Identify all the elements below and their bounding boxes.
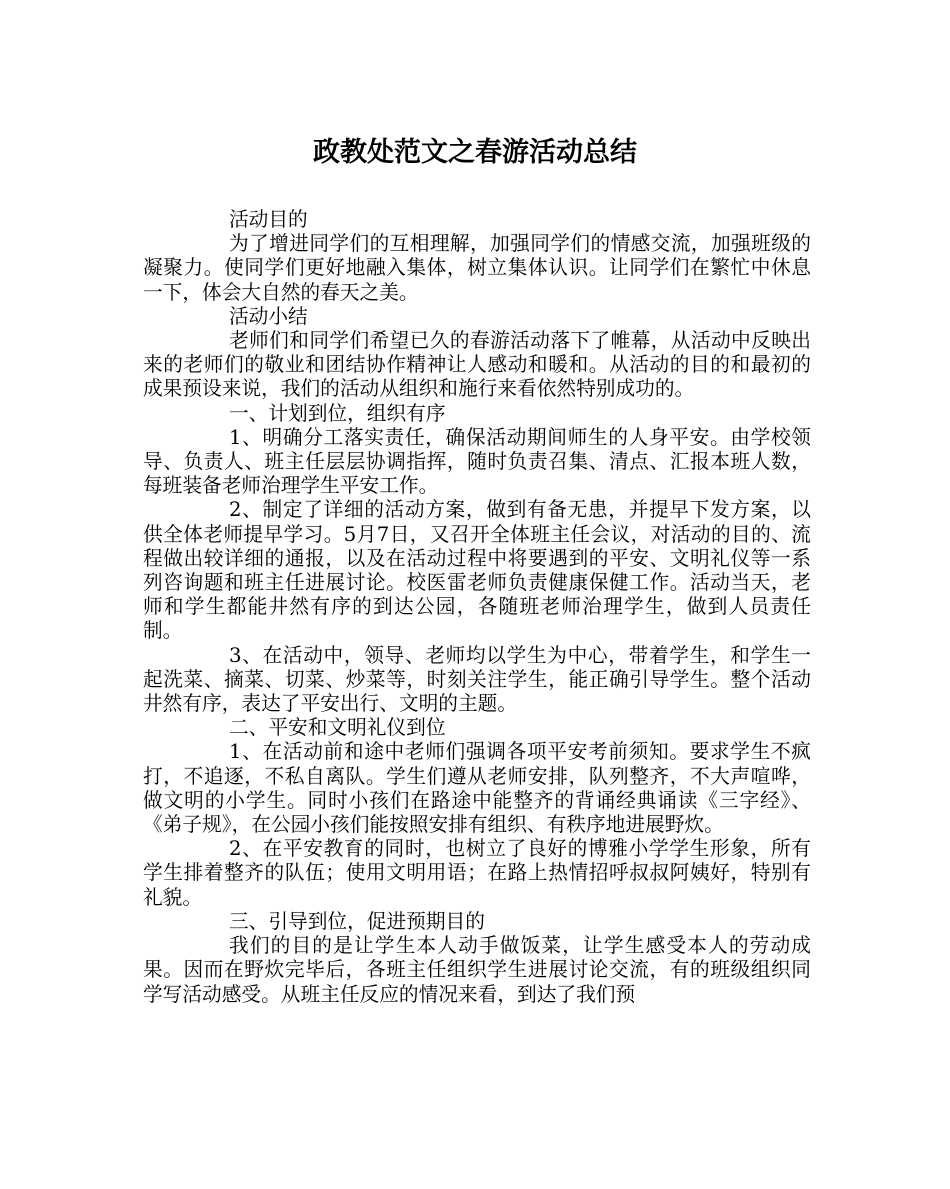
- document-body: [143, 208, 811, 1007]
- section-heading-2: 二、平安和文明礼仪到位: [229, 716, 446, 740]
- heading-activity-summary: 活动小结: [229, 304, 308, 328]
- paragraph-2-2: 2、在平安教育的同时，也树立了良好的博雅小学学生形象，所有学生排着整齐的队伍；使用文明用语；在路上热情招呼叔叔阿姨好，特别有礼貌。: [143, 837, 811, 909]
- paragraph-1-2: 2、制定了详细的活动方案，做到有备无患，并提早下发方案，以供全体老师提早学习。5月7日，又召开全体班主任会议，对活动的目的、流程做出较详细的通报，以及在活动过程中将要遇到的平安、文明礼仪等一系列咨询题和班主任进展讨论。校医雷老师负责健康保健工作。活动当天，老师和学生都能井然有序的到达公园，各随班老师治理学生，做到人员责任制。: [143, 498, 811, 643]
- paragraph-2-1: 1、在活动前和途中老师们强调各项平安考前须知。要求学生不疯打，不追逐，不私自离队。学生们遵从老师安排，队列整齐，不大声喧哗，做文明的小学生。同时小孩们在路途中能整齐的背诵经典诵读《三字经》、《弟子规》，在公园小孩们能按照安排有组织、有秩序地进展野炊。: [143, 740, 811, 837]
- paragraph-purpose: 为了增进同学们的互相理解，加强同学们的情感交流，加强班级的凝聚力。使同学们更好地融入集体，树立集体认识。让同学们在繁忙中休息一下，体会大自然的春天之美。: [143, 232, 811, 304]
- section-heading-3: 三、引导到位，促进预期目的: [229, 909, 485, 933]
- section-heading-1: 一、计划到位，组织有序: [229, 401, 446, 425]
- paragraph-1-3: 3、在活动中，领导、老师均以学生为中心，带着学生，和学生一起洗菜、摘菜、切菜、炒菜等，时刻关注学生，能正确引导学生。整个活动井然有序，表达了平安出行、文明的主题。: [143, 643, 811, 716]
- heading-activity-purpose: 活动目的: [229, 208, 308, 231]
- paragraph-summary: 老师们和同学们希望已久的春游活动落下了帷幕，从活动中反映出来的老师们的敬业和团结协作精神让人感动和暖和。从活动的目的和最初的成果预设来说，我们的活动从组织和施行来看依然特别成功的。: [143, 329, 811, 401]
- paragraph-1-1: 1、明确分工落实责任，确保活动期间师生的人身平安。由学校领导、负责人、班主任层层协调指挥，随时负责召集、清点、汇报本班人数，每班装备老师治理学生平安工作。: [143, 425, 811, 498]
- paragraph-3-1: 我们的目的是让学生本人动手做饭菜，让学生感受本人的劳动成果。因而在野炊完毕后，各班主任组织学生进展讨论交流，有的班级组织同学写活动感受。从班主任反应的情况来看，到达了我们预: [143, 934, 811, 1006]
- document-title: 政教处范文之春游活动总结: [313, 137, 637, 168]
